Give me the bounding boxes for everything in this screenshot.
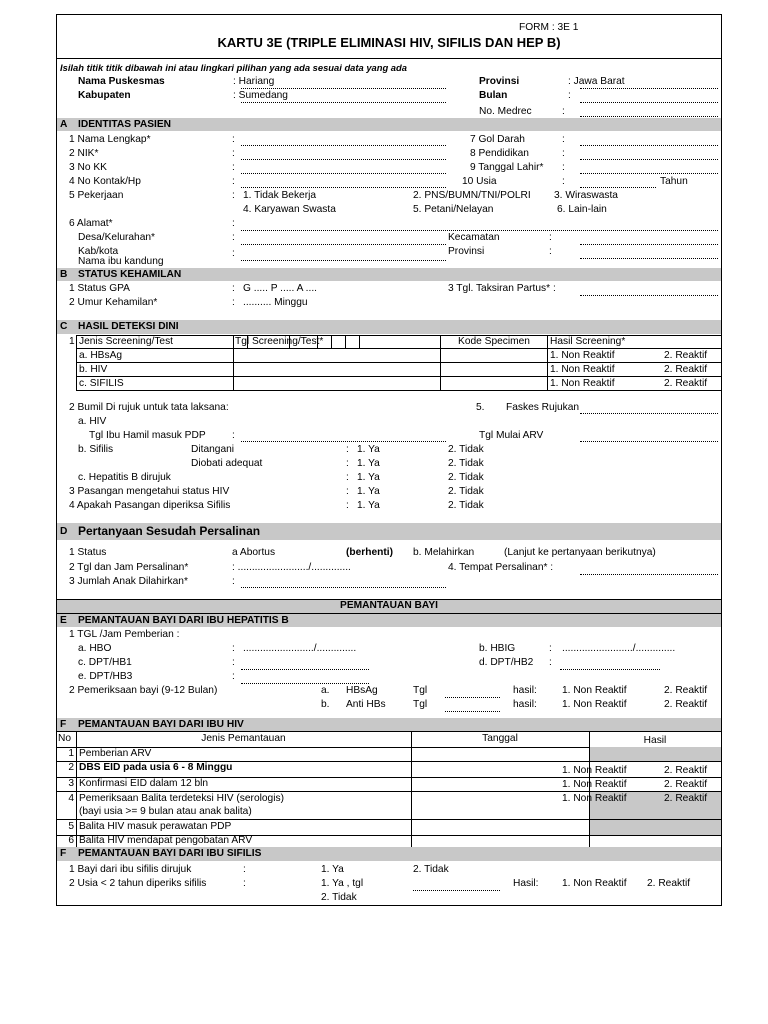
gpa-label: 1 Status GPA: [69, 283, 130, 294]
job-option[interactable]: 3. Wiraswasta: [554, 190, 618, 201]
bulan-line: [580, 102, 718, 103]
desa-line: [241, 244, 446, 245]
ibu-label: Nama ibu kandung: [78, 256, 164, 267]
tgl-lahir-line: [580, 173, 718, 174]
table-line: [76, 335, 77, 390]
tgl-persalinan-value[interactable]: : ........................./..............: [232, 562, 351, 573]
form-title: KARTU 3E (TRIPLE ELIMINASI HIV, SIFILIS DAN HEP B): [217, 35, 561, 50]
colon: :: [568, 90, 571, 101]
colon: :: [232, 297, 235, 308]
row-no: 4: [68, 793, 74, 804]
alamat-line: [241, 230, 718, 231]
kontak-label: 4 No Kontak/Hp: [69, 176, 141, 187]
col-hasil-header: Hasil Screening*: [550, 336, 626, 347]
job-option[interactable]: 5. Petani/Nelayan: [413, 204, 494, 215]
nik-line: [241, 159, 446, 160]
colon: :: [232, 148, 235, 159]
dpt3-line: [241, 683, 369, 684]
section-letter: F: [60, 848, 67, 859]
colon: :: [232, 190, 235, 201]
faskes-line: [580, 413, 718, 414]
col-tgl-header: Tgl Screening/Test*: [235, 336, 324, 347]
section-letter: E: [60, 615, 67, 626]
ya-option[interactable]: 1. Ya: [357, 472, 380, 483]
dpt1-label: c. DPT/HB1: [78, 657, 132, 668]
jumlah-line: [241, 587, 446, 588]
job-option[interactable]: 1. Tidak Bekerja: [243, 190, 317, 201]
colon: :: [562, 162, 565, 173]
row-text: Pemberian ARV: [79, 748, 152, 759]
ya-option[interactable]: 1. Ya: [357, 486, 380, 497]
result-option[interactable]: 1. Non Reaktif: [562, 685, 627, 696]
rujuk-label: 2 Bumil Di rujuk untuk tata laksana:: [69, 402, 229, 413]
tidak-option[interactable]: 2. Tidak: [448, 500, 484, 511]
gol-line: [580, 145, 718, 146]
tgl-pdp-line: [241, 441, 446, 442]
test-name: c. SIFILIS: [79, 378, 124, 389]
tgl-pdp-label: Tgl Ibu Hamil masuk PDP: [89, 430, 206, 441]
result-option[interactable]: 2. Reaktif: [664, 779, 708, 790]
section-b-title: STATUS KEHAMILAN: [78, 269, 182, 280]
ya-option[interactable]: 1. Ya: [357, 500, 380, 511]
item-letter: b.: [321, 699, 330, 710]
col-tanggal-header: Tanggal: [482, 733, 518, 744]
tahun-label: Tahun: [660, 176, 688, 187]
kab-label: Kab/kota: [78, 246, 119, 257]
tidak-option[interactable]: 2. Tidak: [448, 458, 484, 469]
hbo-value[interactable]: ........................./..............: [243, 643, 357, 654]
puskesmas-line: [241, 88, 446, 89]
row-no: 5: [68, 821, 74, 832]
colon: :: [232, 134, 235, 145]
desa-label: Desa/Kelurahan*: [78, 232, 156, 243]
tidak-option[interactable]: 2. Tidak: [321, 892, 357, 903]
section-letter: C: [60, 321, 68, 332]
colon: :: [346, 458, 349, 469]
gpa-value[interactable]: G ..... P ..... A ....: [243, 283, 317, 294]
result-option[interactable]: 1. Non Reaktif: [550, 350, 615, 361]
tidak-option[interactable]: 2. Tidak: [448, 472, 484, 483]
colon: :: [232, 643, 235, 654]
table-line: [76, 362, 721, 363]
job-option[interactable]: 2. PNS/BUMN/TNI/POLRI: [413, 190, 531, 201]
result-option[interactable]: 1. Non Reaktif: [550, 378, 615, 389]
pendidikan-line: [580, 159, 718, 160]
kecamatan-label: Kecamatan: [448, 232, 500, 243]
result-option[interactable]: 1. Non Reaktif: [562, 779, 627, 790]
table-line: [57, 731, 721, 732]
section-letter: F: [60, 719, 67, 730]
table-line: [331, 335, 332, 348]
status-label: 1 Status: [69, 547, 107, 558]
result-option[interactable]: 1. Non Reaktif: [562, 878, 627, 889]
antihbs-label: Anti HBs: [346, 699, 386, 710]
table-line: [57, 819, 721, 820]
pemantauan-title: PEMANTAUAN BAYI: [340, 600, 438, 611]
section-letter: D: [60, 526, 68, 537]
nama-line: [241, 145, 446, 146]
form-code: FORM : 3E 1: [519, 22, 579, 33]
item-letter: a.: [321, 685, 330, 696]
tgl-persalinan-label: 2 Tgl dan Jam Persalinan*: [69, 562, 189, 573]
table-line: [233, 335, 234, 390]
table-line: [345, 335, 346, 348]
colon: :: [232, 176, 235, 187]
tempat-line: [580, 574, 718, 575]
row-text: Pemeriksaan Balita terdeteksi HIV (serologis): [79, 793, 284, 804]
colon: :: [232, 162, 235, 173]
hbig-label: b. HBIG: [479, 643, 516, 654]
hbig-value[interactable]: ........................./..............: [562, 643, 676, 654]
tidak-option[interactable]: 2. Tidak: [448, 444, 484, 455]
provinsi-label: Provinsi: [479, 76, 520, 87]
bulan-label: Bulan: [479, 90, 508, 101]
kabupaten-label: Kabupaten: [78, 90, 131, 101]
table-line: [359, 335, 360, 348]
ya-option[interactable]: 1. Ya: [357, 458, 380, 469]
tgl-label: Tgl: [413, 699, 428, 710]
sifilis-label: b. Sifilis: [78, 444, 114, 455]
result-option[interactable]: 1. Non Reaktif: [550, 364, 615, 375]
colon: :: [549, 232, 552, 243]
taksiran-line: [580, 295, 718, 296]
col-kode-header: Kode Specimen: [458, 336, 530, 347]
tgl-label: Tgl: [413, 685, 428, 696]
ditangani-label: Ditangani: [191, 444, 235, 455]
puskesmas-value: : Hariang: [233, 76, 275, 87]
row-number: 1: [69, 336, 75, 347]
divider: [57, 58, 721, 59]
taksiran-label: 3 Tgl. Taksiran Partus* :: [448, 283, 556, 294]
kartu-3e-form: [56, 14, 722, 906]
table-line: [57, 791, 721, 792]
tgl-pemberian-label: 1 TGL /Jam Pemberian :: [69, 629, 180, 640]
test-name: a. HBsAg: [79, 350, 123, 361]
section-sifilis-title: PEMANTAUAN BAYI DARI IBU SIFILIS: [78, 848, 262, 859]
colon: :: [243, 878, 246, 889]
job-option[interactable]: 4. Karyawan Swasta: [243, 204, 336, 215]
result-option[interactable]: 2. Reaktif: [664, 699, 708, 710]
tgl-line: [445, 697, 500, 698]
colon: :: [346, 486, 349, 497]
colon: :: [232, 248, 235, 259]
ya-option[interactable]: 1. Ya: [321, 864, 344, 875]
tgl-arv-label: Tgl Mulai ARV: [479, 430, 544, 441]
result-option[interactable]: 2. Reaktif: [664, 685, 708, 696]
row-text: DBS EID pada usia 6 - 8 Minggu: [79, 762, 233, 773]
row-subtext: (bayi usia >= 9 bulan atau anak balita): [79, 806, 252, 817]
colon: :: [232, 576, 235, 587]
result-option[interactable]: 1. Non Reaktif: [562, 793, 627, 804]
provinsi-line: [580, 258, 718, 259]
result-option[interactable]: 2. Reaktif: [664, 378, 708, 389]
dpt2-line: [560, 669, 660, 670]
test-name: b. HIV: [79, 364, 108, 375]
table-line: [76, 376, 721, 377]
alamat-label: 6 Alamat*: [69, 218, 113, 229]
colon: :: [232, 657, 235, 668]
nokk-label: 3 No KK: [69, 162, 107, 173]
col-no-header: No: [58, 733, 72, 744]
shade-cell: [589, 747, 721, 761]
colon: :: [346, 472, 349, 483]
hbsag-label: HBsAg: [346, 685, 378, 696]
hepb-label: c. Hepatitis B dirujuk: [78, 472, 171, 483]
faskes-label: Faskes Rujukan: [506, 402, 580, 413]
kabupaten-line: [241, 102, 446, 103]
tgl-arv-line: [580, 441, 718, 442]
colon: :: [346, 500, 349, 511]
colon: :: [232, 283, 235, 294]
usia-label: 10 Usia: [462, 176, 497, 187]
nokk-line: [241, 173, 446, 174]
row-text: Balita HIV masuk perawatan PDP: [79, 821, 232, 832]
colon: :: [562, 134, 565, 145]
section-c-title: HASIL DETEKSI DINI: [78, 321, 179, 332]
colon: :: [243, 864, 246, 875]
hasil-label: hasil:: [513, 699, 537, 710]
section-e-title: PEMANTAUAN BAYI DARI IBU HEPATITIS B: [78, 615, 289, 626]
colon: :: [549, 643, 552, 654]
colon: :: [232, 232, 235, 243]
colon: :: [232, 671, 235, 682]
faskes-number: 5.: [476, 402, 485, 413]
row-text: Balita HIV mendapat pengobatan ARV: [79, 835, 253, 846]
jumlah-anak-label: 3 Jumlah Anak Dilahirkan*: [69, 576, 188, 587]
gol-label: 7 Gol Darah: [470, 134, 525, 145]
row-no: 2: [68, 762, 74, 773]
section-letter: A: [60, 119, 68, 130]
table-line: [411, 731, 412, 847]
tgl-lahir-label: 9 Tanggal Lahir*: [470, 162, 544, 173]
result-option[interactable]: 1. Non Reaktif: [562, 765, 627, 776]
section-letter: B: [60, 269, 68, 280]
hbo-label: a. HBO: [78, 643, 112, 654]
tempat-persalinan-label: 4. Tempat Persalinan* :: [448, 562, 554, 573]
dpt1-line: [241, 669, 369, 670]
kab-line: [241, 260, 446, 261]
row-no: 1: [68, 748, 74, 759]
pasangan-sifilis-label: 4 Apakah Pasangan diperiksa Sifilis: [69, 500, 231, 511]
abortus-option[interactable]: a Abortus: [232, 547, 276, 558]
row-text: Konfirmasi EID dalam 12 bln: [79, 778, 209, 789]
table-line: [76, 390, 721, 391]
ya-tgl-option[interactable]: 1. Ya , tgl: [321, 878, 364, 889]
result-option[interactable]: 1. Non Reaktif: [562, 699, 627, 710]
col-jenis-header: Jenis Pemantauan: [201, 733, 286, 744]
instruction: Isilah titik titik dibawah ini atau lingkari pilihan yang ada sesuai data yang ada: [60, 62, 407, 73]
hasil-label: Hasil:: [513, 878, 539, 889]
umur-value[interactable]: .......... Minggu: [243, 297, 308, 308]
row-no: 6: [68, 835, 74, 846]
kecamatan-line: [580, 244, 718, 245]
nama-label: 1 Nama Lengkap*: [69, 134, 151, 145]
provinsi-label: Provinsi: [448, 246, 485, 257]
ya-option[interactable]: 1. Ya: [357, 444, 380, 455]
table-line: [76, 348, 721, 349]
table-line: [76, 731, 77, 847]
tidak-option[interactable]: 2. Tidak: [448, 486, 484, 497]
berhenti-note: (berhenti): [346, 547, 393, 558]
diobati-label: Diobati adequat: [191, 458, 263, 469]
section-a-title: IDENTITAS PASIEN: [78, 119, 172, 130]
tgl-line: [413, 890, 500, 891]
tidak-option[interactable]: 2. Tidak: [413, 864, 449, 875]
job-option[interactable]: 6. Lain-lain: [557, 204, 607, 215]
provinsi-value: : Jawa Barat: [568, 76, 625, 87]
result-option[interactable]: 2. Reaktif: [664, 350, 708, 361]
colon: :: [346, 444, 349, 455]
colon: :: [562, 176, 565, 187]
col-jenis-header: Jenis Screening/Test: [79, 336, 173, 347]
col-hasil-header: Hasil: [643, 735, 667, 746]
usia-line: [580, 187, 656, 188]
section-d-title: Pertanyaan Sesudah Persalinan: [78, 524, 261, 538]
result-option[interactable]: 2. Reaktif: [664, 793, 708, 804]
melahirkan-option[interactable]: b. Melahirkan: [413, 547, 475, 558]
result-option[interactable]: 2. Reaktif: [647, 878, 691, 889]
tgl-line: [445, 711, 500, 712]
colon: :: [549, 657, 552, 668]
pendidikan-label: 8 Pendidikan: [470, 148, 529, 159]
hasil-label: hasil:: [513, 685, 537, 696]
section-f-title: PEMANTAUAN BAYI DARI IBU HIV: [78, 719, 244, 730]
colon: :: [232, 430, 235, 441]
kontak-line: [241, 187, 446, 188]
sifilis-q1: 1 Bayi dari ibu sifilis dirujuk: [69, 864, 192, 875]
result-option[interactable]: 2. Reaktif: [664, 765, 708, 776]
row-no: 3: [68, 778, 74, 789]
pemeriksaan-bayi-label: 2 Pemeriksaan bayi (9-12 Bulan): [69, 685, 218, 696]
colon: :: [562, 148, 565, 159]
result-option[interactable]: 2. Reaktif: [664, 364, 708, 375]
hiv-label: a. HIV: [78, 416, 107, 427]
medrec-line: [580, 116, 718, 117]
dpt3-label: e. DPT/HB3: [78, 671, 133, 682]
colon: :: [549, 246, 552, 257]
sifilis-q2: 2 Usia < 2 tahun diperiks sifilis: [69, 878, 207, 889]
umur-label: 2 Umur Kehamilan*: [69, 297, 158, 308]
table-line: [547, 335, 548, 390]
provinsi-line: [580, 88, 718, 89]
lanjut-note: (Lanjut ke pertanyaan berikutnya): [504, 547, 656, 558]
kabupaten-value: : Sumedang: [233, 90, 288, 101]
medrec-label: No. Medrec: [479, 106, 532, 117]
nik-label: 2 NIK*: [69, 148, 99, 159]
colon: :: [562, 106, 565, 117]
pekerjaan-label: 5 Pekerjaan: [69, 190, 124, 201]
pasangan-hiv-label: 3 Pasangan mengetahui status HIV: [69, 486, 230, 497]
puskesmas-label: Nama Puskesmas: [78, 76, 165, 87]
colon: :: [232, 218, 235, 229]
dpt2-label: d. DPT/HB2: [479, 657, 534, 668]
